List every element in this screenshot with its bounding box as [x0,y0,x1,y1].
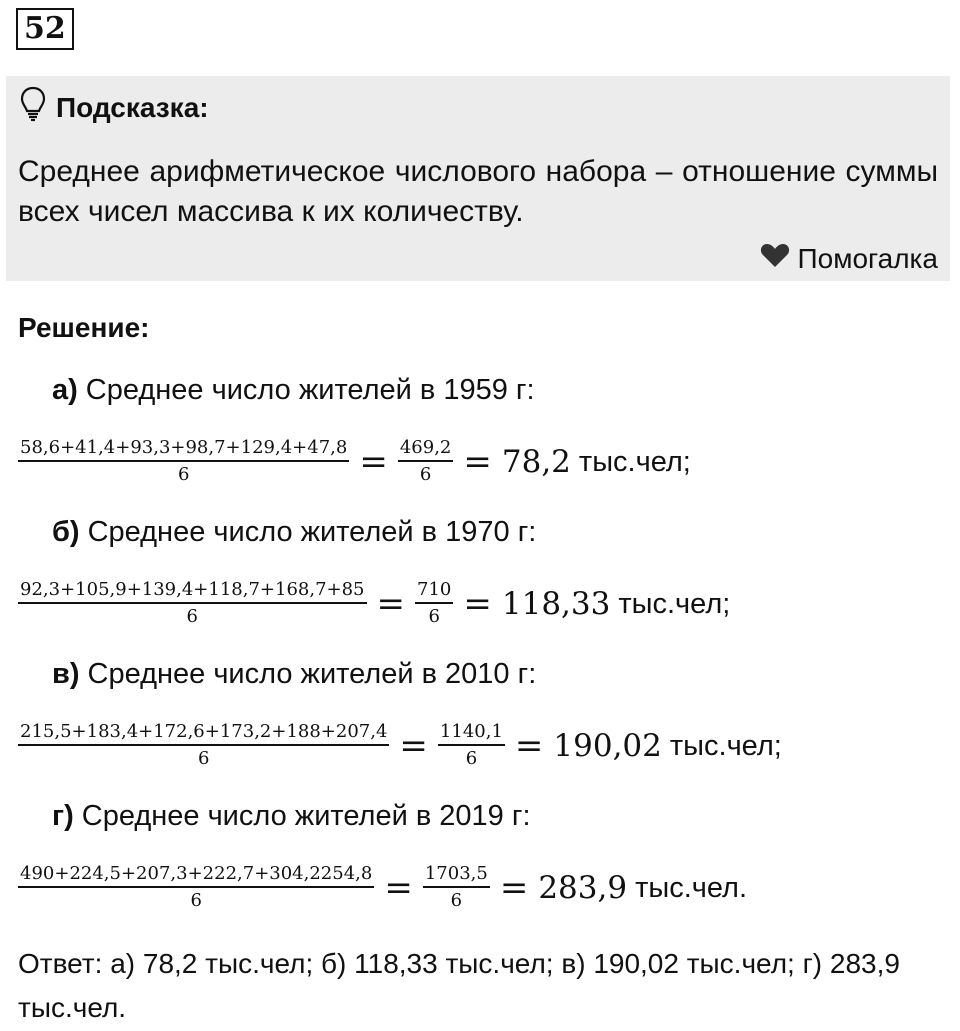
fraction [18,436,349,488]
solution-title: Решение: [18,312,150,343]
equals-sign: = [514,726,544,766]
numerator: 710 [415,578,453,604]
equals-sign: = [463,442,492,482]
item-heading [52,374,535,407]
fraction [438,720,505,772]
hint-title: Подсказка: [56,91,209,123]
formula [18,578,730,630]
denominator: 6 [186,606,198,627]
hint-box [6,76,950,281]
item-text: Среднее число жителей в 1970 г: [87,516,537,548]
equals-sign: = [359,442,388,482]
fraction [415,578,453,630]
formula [18,862,747,914]
unit: тыс.чел; [669,729,782,762]
equals-sign: = [376,584,406,624]
result: 78,2 [501,444,571,480]
denominator: 6 [450,890,463,911]
result: 118,33 [501,586,611,622]
item-text: Среднее число жителей в 2010 г: [87,658,537,690]
fraction [423,862,490,914]
item-text: Среднее число жителей в 2019 г: [81,800,531,832]
numerator: 215,5+183,4+172,6+173,2+188+207,4 [18,720,389,746]
lightbulb-icon [20,86,46,129]
unit: тыс.чел. [635,871,748,904]
formula [18,436,691,488]
brand [760,242,938,275]
brand-name: Помогалка [797,242,938,274]
fraction [398,436,454,488]
numerator: 1703,5 [423,862,490,888]
numerator: 1140,1 [438,720,505,746]
item-label: в) [52,658,80,690]
denominator: 6 [428,606,440,627]
equals-sign: = [463,584,492,624]
formula [18,720,782,772]
item-heading [52,658,536,691]
item-text: Среднее число жителей в 1959 г: [85,374,535,406]
numerator: 469,2 [398,436,454,462]
denominator: 6 [177,464,190,485]
denominator: 6 [190,890,202,911]
fraction [18,862,374,914]
denominator: 6 [197,748,210,769]
item-label: б) [52,516,80,548]
heart-icon [760,242,790,275]
equals-sign: = [499,868,529,908]
numerator: 58,6+41,4+93,3+98,7+129,4+47,8 [18,436,349,462]
item-label: а) [52,374,78,406]
unit: тыс.чел; [578,445,691,478]
numerator: 92,3+105,9+139,4+118,7+168,7+85 [18,578,367,604]
task-number: 52 [16,8,74,50]
numerator: 490+224,5+207,3+222,7+304,2254,8 [18,862,374,888]
item-heading [52,800,531,833]
denominator: 6 [465,748,478,769]
answer-text: Ответ: а) 78,2 тыс.чел; б) 118,33 тыс.чел; в) 190,02 тыс.чел; г) 283,9 тыс.чел. [18,948,900,1023]
equals-sign: = [384,868,413,908]
fraction [18,578,367,630]
unit: тыс.чел; [618,587,731,620]
denominator: 6 [419,464,432,485]
hint-header [20,86,209,129]
equals-sign: = [399,726,428,766]
fraction [18,720,389,772]
hint-text: Среднее арифметическое числового набора – отношение суммы всех чисел массива к их количеству. [18,155,938,228]
item-label: г) [52,800,74,832]
result: 283,9 [538,870,628,906]
result: 190,02 [553,728,662,764]
item-heading [52,516,536,549]
